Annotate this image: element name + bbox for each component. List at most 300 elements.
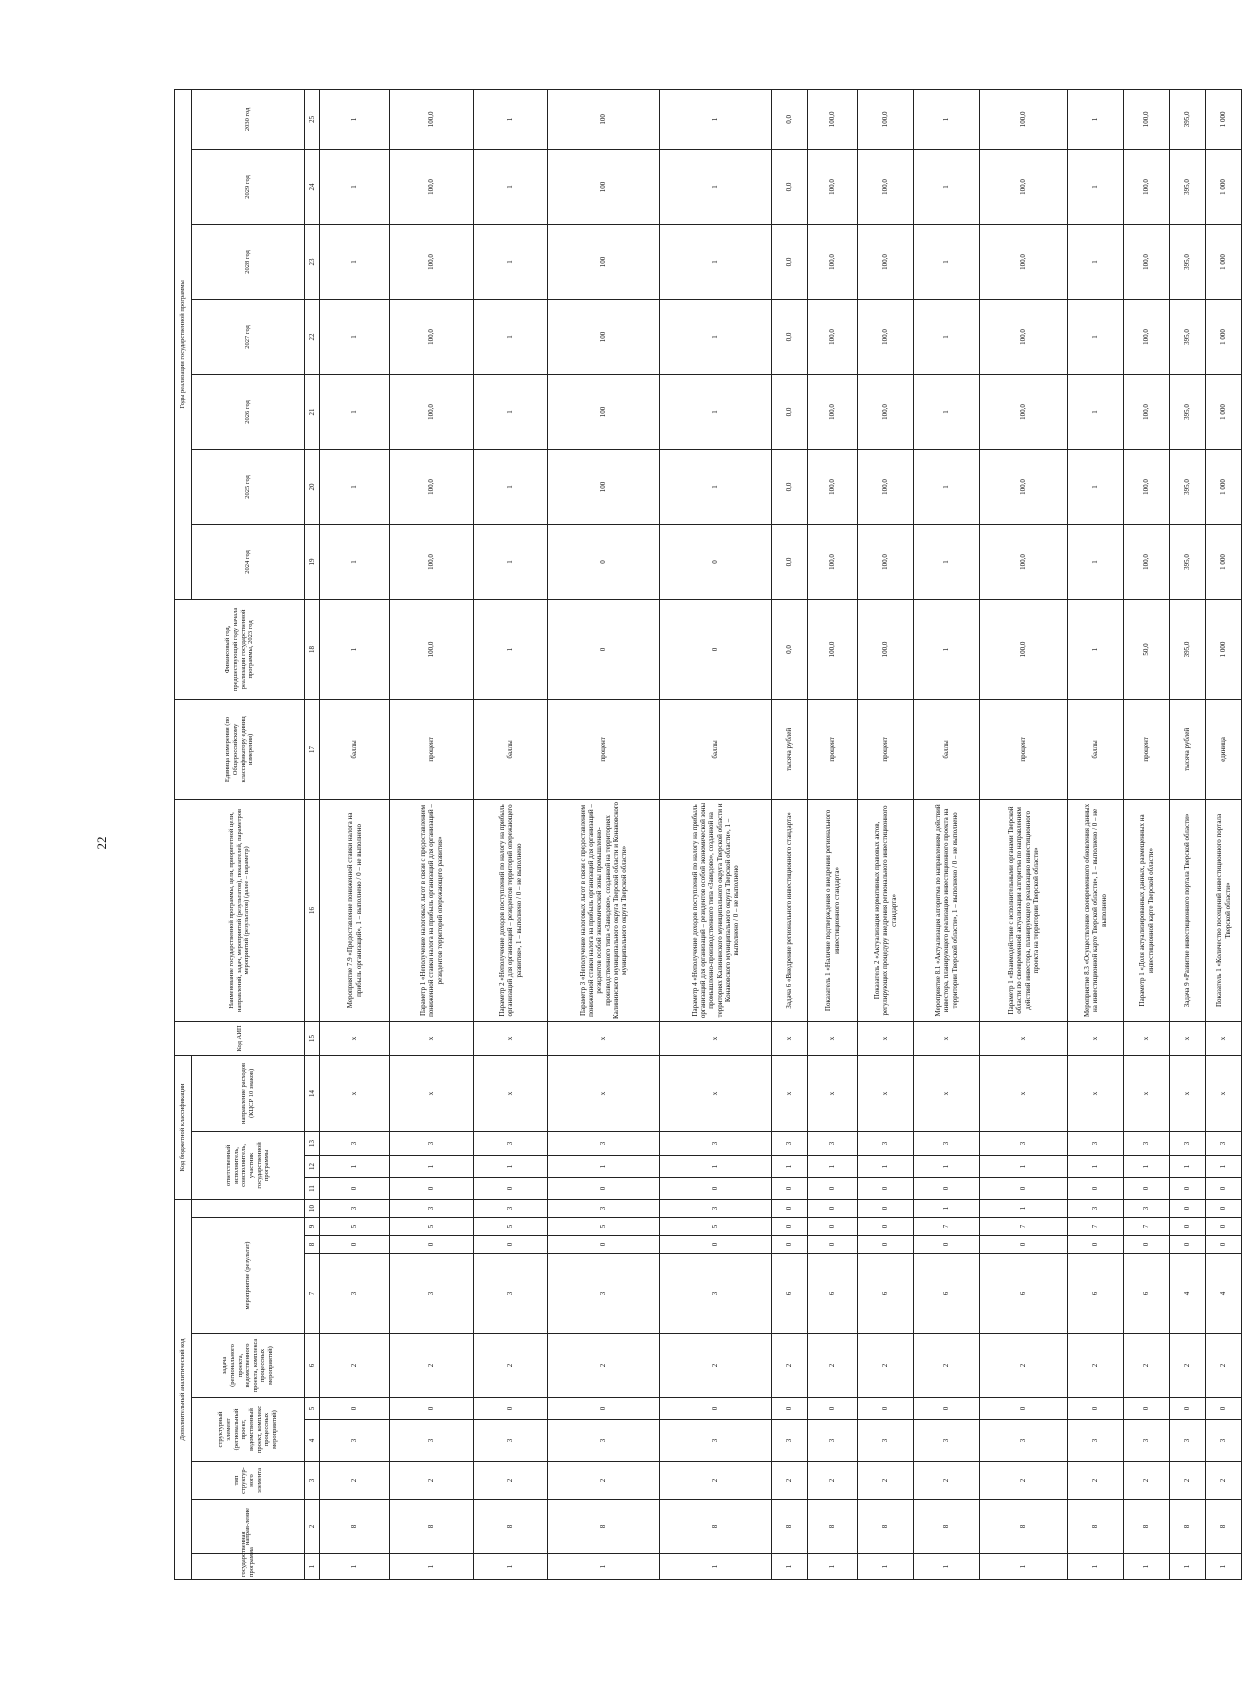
value-cell: 1 [474,374,548,449]
code-cell: х [1124,1055,1170,1131]
value-cell: 1 [914,149,980,224]
table-row [772,89,808,1579]
code-cell: 0 [1124,1177,1170,1199]
value-cell: 100 [548,374,660,449]
code-cell: 3 [1068,1131,1124,1155]
value-cell: 1 [320,89,390,149]
value-cell: 1 [1068,599,1124,699]
value-cell: 100,0 [1124,299,1170,374]
year-header: 2024 год [192,524,305,599]
value-cell: 100,0 [390,449,474,524]
value-cell: 100,0 [980,449,1068,524]
code-cell: 7 [980,1218,1068,1236]
code-cell: 3 [1206,1131,1242,1155]
code-cell: 3 [1124,1131,1170,1155]
table-row [660,89,772,1579]
table-row [914,89,980,1579]
code-cell: 2 [808,1462,858,1500]
value-cell: 1 000 [1206,374,1242,449]
code-cell: 1 [320,1554,390,1580]
code-cell: 5 [320,1218,390,1236]
code-cell: 4 [1206,1254,1242,1334]
code-cell: х [474,1055,548,1131]
code-cell: 1 [390,1554,474,1580]
program-table [174,89,1242,1580]
code-cell: 0 [1206,1218,1242,1236]
value-cell: 100,0 [808,524,858,599]
code-cell: х [548,1055,660,1131]
value-cell: 1 [474,149,548,224]
code-cell: 0 [390,1398,474,1420]
value-cell: 100,0 [390,524,474,599]
value-cell: 1 [914,524,980,599]
name-cell: Параметр 3 «Неполучение налоговых льгот в связи с предоставлением пониженной ставки налога на прибыль организаций для организаций – резидентов особой экономической зоны промышленно-производственного типа «Завидово», созданной на территориях Калининского муниципального округа Тверской области и Конаковского муниципального округа Тверской области» [548,799,660,1021]
value-cell: 100 [548,299,660,374]
code-cell: 1 [858,1155,914,1177]
value-cell: 0 [548,599,660,699]
value-cell: 1 [474,89,548,149]
column-number: 19 [305,524,320,599]
value-cell: 100,0 [858,149,914,224]
value-cell: 1 [660,374,772,449]
direction-header: направ-ление [192,1500,305,1554]
code-cell: 0 [914,1177,980,1199]
value-cell: 0,0 [772,599,808,699]
year-header: 2030 год [192,89,305,149]
code-cell: 3 [808,1131,858,1155]
code-cell: х [320,1055,390,1131]
name-cell: Мероприятие 8.1 «Актуализация алгоритма по направлениям действий инвестора, планирующего реализацию инвестиционного проекта на территории Тверской области», 1 – выполнено / 0 – не выполнено [914,799,980,1021]
aip-code-header: Код АИП [175,1021,305,1055]
value-cell: 100,0 [808,299,858,374]
gp-header: государственная программа [192,1554,305,1580]
code-cell: 0 [980,1236,1068,1254]
column-number: 21 [305,374,320,449]
value-cell: 1 [474,224,548,299]
value-cell: 1 [1068,374,1124,449]
value-cell: 100,0 [980,224,1068,299]
code-cell: 2 [390,1462,474,1500]
code-cell: 2 [772,1462,808,1500]
code-cell: 8 [858,1500,914,1554]
code-cell: 0 [772,1398,808,1420]
unit-cell: баллы [660,699,772,799]
code-cell: 0 [914,1236,980,1254]
code-cell: 2 [390,1334,474,1398]
code-cell: х [320,1021,390,1055]
value-cell: 0,0 [772,524,808,599]
value-cell: 100,0 [1124,149,1170,224]
code-cell: 0 [1170,1398,1206,1420]
value-cell: 1 000 [1206,89,1242,149]
value-cell: 100,0 [980,149,1068,224]
unit-cell: баллы [914,699,980,799]
code-cell: 3 [320,1254,390,1334]
value-cell: 100,0 [858,224,914,299]
value-cell: 100,0 [808,89,858,149]
unit-header: Единица измерения (по Общероссийскому классификатору единиц измерения) [175,699,305,799]
value-cell: 1 [1068,89,1124,149]
code-cell: 0 [1124,1398,1170,1420]
value-cell: 1 [660,224,772,299]
year-header: 2026 год [192,374,305,449]
value-cell: 1 [474,449,548,524]
value-cell: 395,0 [1170,224,1206,299]
value-cell: 1 [1068,449,1124,524]
value-cell: 0 [548,524,660,599]
code-cell: х [772,1021,808,1055]
code-cell: х [1068,1021,1124,1055]
value-cell: 1 000 [1206,599,1242,699]
code-cell: 0 [474,1177,548,1199]
code-cell: 2 [1206,1334,1242,1398]
column-number: 23 [305,224,320,299]
code-cell: 3 [660,1254,772,1334]
unit-cell: процент [980,699,1068,799]
value-cell: 100,0 [1124,89,1170,149]
value-cell: 100,0 [808,224,858,299]
code-cell: 3 [914,1131,980,1155]
value-cell: 100,0 [858,599,914,699]
code-cell: 3 [1170,1131,1206,1155]
code-cell: 3 [1170,1420,1206,1462]
unit-cell: баллы [1068,699,1124,799]
code-cell: х [1206,1055,1242,1131]
value-cell: 100,0 [1124,524,1170,599]
code-cell: 1 [1124,1155,1170,1177]
code-cell: 3 [474,1131,548,1155]
code-cell: 2 [914,1334,980,1398]
value-cell: 1 [914,374,980,449]
table-row [808,89,858,1579]
column-number: 9 [305,1218,320,1236]
column-number: 15 [305,1021,320,1055]
name-cell: Показатель 2 «Актуализация нормативных правовых актов, регулирующих процедуру внедрения регионального инвестиционного стандарта» [858,799,914,1021]
value-cell: 100,0 [390,89,474,149]
value-cell: 100,0 [390,224,474,299]
value-cell: 1 000 [1206,299,1242,374]
value-cell: 1 [320,449,390,524]
code-cell: 0 [914,1398,980,1420]
code-cell: 0 [980,1177,1068,1199]
code-cell: х [858,1055,914,1131]
column-number: 25 [305,89,320,149]
value-cell: 100,0 [980,299,1068,374]
column-number: 16 [305,799,320,1021]
code-cell: 8 [1068,1500,1124,1554]
column-number-row [305,89,320,1579]
code-cell: 1 [980,1155,1068,1177]
value-cell: 1 [1068,299,1124,374]
code-cell: 3 [548,1420,660,1462]
column-number: 22 [305,299,320,374]
name-cell: Параметр 4 «Неполучение доходов поступлений по налогу на прибыль организаций для организаций – резидентов особой экономической зоны промышленно-производственного типа «Завидово», созданной на территориях Калининского муниципального округа Тверской области и Конаковского муниципального округа Тверской области», 1 – выполнено / 0 – не выполнено [660,799,772,1021]
value-cell: 100,0 [1124,449,1170,524]
code-cell: 0 [660,1236,772,1254]
code-cell: 2 [548,1462,660,1500]
column-number: 5 [305,1398,320,1420]
value-cell: 1 [914,599,980,699]
code-cell: 6 [858,1254,914,1334]
value-cell: 100 [548,149,660,224]
code-cell: 2 [320,1334,390,1398]
value-cell: 100,0 [808,599,858,699]
code-cell: х [548,1021,660,1055]
unit-cell: процент [858,699,914,799]
value-cell: 0,0 [772,89,808,149]
task-header: задача (регионального проекта, ведомственного проекта, комплекса процессных мероприятий) [192,1334,305,1398]
column-number: 10 [305,1199,320,1217]
code-cell: 0 [808,1236,858,1254]
code-cell: 1 [1170,1554,1206,1580]
value-cell: 395,0 [1170,524,1206,599]
name-cell: Задача 6 «Внедрение регионального инвестиционного стандарта» [772,799,808,1021]
code-cell: 0 [1206,1199,1242,1217]
code-cell: х [980,1021,1068,1055]
value-cell: 395,0 [1170,149,1206,224]
code-cell: 3 [1124,1199,1170,1217]
unit-cell: баллы [474,699,548,799]
code-cell: 2 [320,1462,390,1500]
column-number: 6 [305,1334,320,1398]
code-cell: 3 [1124,1420,1170,1462]
code-cell: 0 [772,1236,808,1254]
value-cell: 100,0 [858,374,914,449]
code-cell: х [914,1055,980,1131]
name-cell: Мероприятие 7.9 «Предоставление пониженной ставки налога на прибыль организаций», 1 – выполнено / 0 – не выполнено [320,799,390,1021]
code-cell: 3 [320,1131,390,1155]
code-cell: 0 [390,1236,474,1254]
column-number: 24 [305,149,320,224]
code-cell: 0 [474,1236,548,1254]
table-body [305,89,1242,1579]
code-cell: 3 [772,1420,808,1462]
code-cell: 0 [858,1236,914,1254]
code-cell: 3 [858,1131,914,1155]
analytic-code-header: Дополнительный аналитический код [175,1199,192,1579]
code-cell: х [1170,1055,1206,1131]
value-cell: 395,0 [1170,599,1206,699]
code-cell: 1 [808,1554,858,1580]
code-cell: 1 [1124,1554,1170,1580]
column-number: 4 [305,1420,320,1462]
code-cell: 3 [772,1131,808,1155]
code-cell: х [390,1055,474,1131]
code-cell: 2 [1068,1334,1124,1398]
code-cell: 3 [474,1420,548,1462]
name-cell: Показатель 1 «Количество посещений инвестиционного портала Тверской области» [1206,799,1242,1021]
code-cell: 0 [320,1398,390,1420]
code-cell: х [1206,1021,1242,1055]
column-number: 20 [305,449,320,524]
value-cell: 1 [320,299,390,374]
code-cell: 0 [858,1199,914,1217]
code-cell: 0 [1068,1398,1124,1420]
code-cell: 0 [1206,1236,1242,1254]
code-cell: 6 [980,1254,1068,1334]
code-cell: 2 [474,1334,548,1398]
code-cell: 2 [1206,1462,1242,1500]
year-header: 2029 год [192,149,305,224]
code-cell: 0 [772,1218,808,1236]
code-cell: 3 [980,1131,1068,1155]
executor-header: ответственный исполнитель, соисполнитель, участник государственной программы [192,1131,305,1199]
value-cell: 0,0 [772,149,808,224]
code-cell: 0 [1068,1236,1124,1254]
fin-year-header: Финансовый год, предшествующий году начала реализации государственной программы, 2023 год [175,599,305,699]
budget-code-header: Код бюджетной классификации [175,1055,192,1199]
code-cell: 2 [1068,1462,1124,1500]
value-cell: 0,0 [772,224,808,299]
column-number: 2 [305,1500,320,1554]
code-cell: 1 [320,1155,390,1177]
column-number: 13 [305,1131,320,1155]
program-table-rotated [174,107,1232,1580]
table-row [390,89,474,1579]
value-cell: 1 [660,449,772,524]
table-row [1170,89,1206,1579]
value-cell: 100,0 [858,89,914,149]
code-cell: 1 [858,1554,914,1580]
code-cell: 0 [1170,1177,1206,1199]
code-cell: 3 [390,1199,474,1217]
code-cell: 0 [548,1236,660,1254]
code-cell: 1 [390,1155,474,1177]
element-type-header: тип структур-ного элемента [192,1462,305,1500]
code-cell: 4 [1170,1254,1206,1334]
code-cell: 3 [808,1420,858,1462]
code-cell: 3 [390,1131,474,1155]
event-header: мероприятие (результат) [192,1218,305,1334]
value-cell: 100,0 [1124,374,1170,449]
code-cell: 0 [808,1199,858,1217]
code-cell: 7 [914,1218,980,1236]
code-cell: 0 [548,1177,660,1199]
code-cell: 3 [1068,1199,1124,1217]
value-cell: 0,0 [772,299,808,374]
code-cell: 0 [390,1177,474,1199]
code-cell: 3 [474,1199,548,1217]
value-cell: 1 [1068,149,1124,224]
unit-cell: процент [808,699,858,799]
value-cell: 1 [660,149,772,224]
table-row [1124,89,1170,1579]
code-cell: 3 [320,1420,390,1462]
code-cell: 6 [772,1254,808,1334]
code-cell: 0 [1206,1398,1242,1420]
code-cell: 2 [772,1334,808,1398]
value-cell: 1 [474,524,548,599]
code-cell: х [808,1055,858,1131]
value-cell: 100,0 [858,449,914,524]
value-cell: 100,0 [980,524,1068,599]
code-cell: 0 [1170,1218,1206,1236]
code-cell: х [1124,1021,1170,1055]
code-cell: х [858,1021,914,1055]
value-cell: 0,0 [772,374,808,449]
code-cell: 8 [1170,1500,1206,1554]
column-number: 17 [305,699,320,799]
code-cell: 8 [320,1500,390,1554]
code-cell: х [660,1055,772,1131]
code-cell: х [980,1055,1068,1131]
column-number: 3 [305,1462,320,1500]
page-number: 22 [94,836,109,850]
column-number: 12 [305,1155,320,1177]
unit-cell: баллы [320,699,390,799]
code-cell: 8 [390,1500,474,1554]
code-cell: 0 [474,1398,548,1420]
name-cell: Мероприятие 8.3 «Осуществление своевременного обновления данных на инвестиционной карте Тверской области», 1 – выполнено / 0 – не выполнено [1068,799,1124,1021]
value-cell: 100,0 [1124,224,1170,299]
code-cell: 8 [1124,1500,1170,1554]
code-cell: 2 [548,1334,660,1398]
code-cell: 8 [660,1500,772,1554]
value-cell: 395,0 [1170,449,1206,524]
value-cell: 1 [914,224,980,299]
code-cell: 1 [772,1155,808,1177]
code-cell: 3 [548,1131,660,1155]
code-cell: 1 [548,1554,660,1580]
value-cell: 100,0 [390,599,474,699]
code-cell: 0 [320,1177,390,1199]
code-cell: 0 [808,1398,858,1420]
value-cell: 100,0 [980,89,1068,149]
name-header: Наименование государственной программы, цели, приоритетной цели, направлений, задач, мероприятий (результатов), показателей, параметров мероприятий (результатов) (далее – параметр) [175,799,305,1021]
code-cell: 2 [914,1462,980,1500]
table-row [474,89,548,1579]
value-cell: 100,0 [980,374,1068,449]
unit-cell: процент [390,699,474,799]
code-cell: 2 [1124,1462,1170,1500]
code-cell: 2 [858,1334,914,1398]
code-cell: 1 [474,1554,548,1580]
code-cell: 2 [474,1462,548,1500]
code-cell: 6 [914,1254,980,1334]
column-number: 1 [305,1554,320,1580]
code-cell: 1 [914,1554,980,1580]
code-cell: 2 [1170,1334,1206,1398]
year-header: 2027 год [192,299,305,374]
code-cell: 7 [1124,1218,1170,1236]
value-cell: 100,0 [390,374,474,449]
column-number: 7 [305,1254,320,1334]
code-cell: 2 [980,1462,1068,1500]
value-cell: 1 [474,599,548,699]
code-cell: х [808,1021,858,1055]
code-cell: 3 [390,1420,474,1462]
code-cell: 6 [1124,1254,1170,1334]
code-cell: 3 [474,1254,548,1334]
value-cell: 1 [914,89,980,149]
code-cell: 0 [1124,1236,1170,1254]
year-header: 2028 год [192,224,305,299]
code-cell: 2 [660,1462,772,1500]
value-cell: 100,0 [808,449,858,524]
value-cell: 100,0 [390,149,474,224]
years-group-header: Годы реализации государственной программы [175,89,192,599]
column-number: 18 [305,599,320,699]
code-cell: 0 [1170,1199,1206,1217]
code-cell: 0 [548,1398,660,1420]
code-cell: 0 [858,1218,914,1236]
expense-header: направление расходов (КЦСР 10 знаков) [192,1055,305,1131]
code-cell: 3 [548,1199,660,1217]
value-cell: 1 [660,89,772,149]
code-cell: х [660,1021,772,1055]
code-cell: 8 [980,1500,1068,1554]
code-cell: 1 [980,1199,1068,1217]
